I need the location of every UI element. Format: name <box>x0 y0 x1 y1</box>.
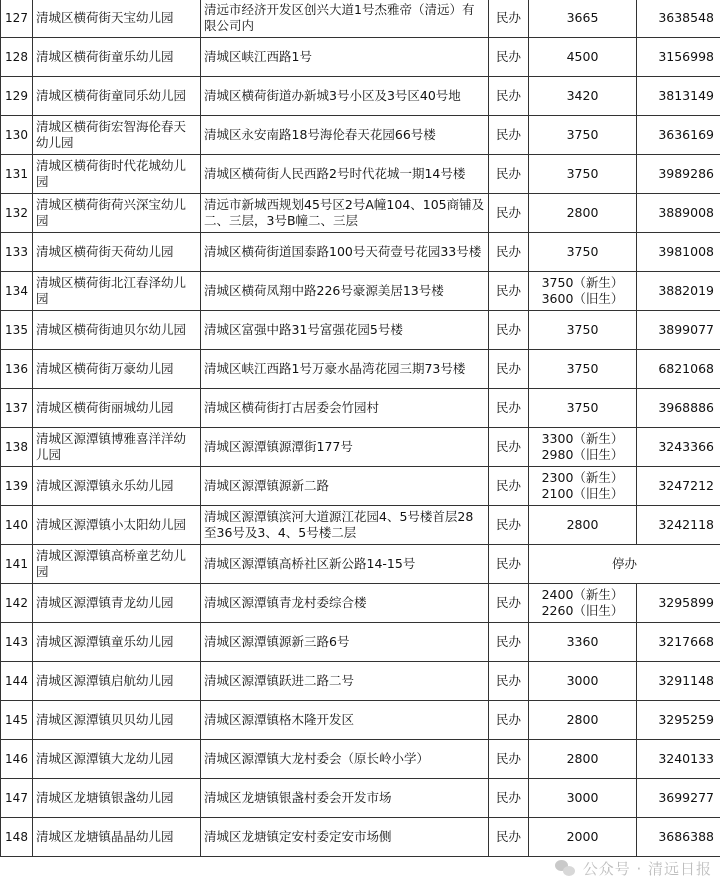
ownership-type-cell: 民办 <box>489 389 529 428</box>
fee-value: 2400（新生） <box>541 587 624 602</box>
address-cell: 清城区峡江西路1号 <box>201 38 489 77</box>
row-number-cell: 134 <box>1 272 33 311</box>
fee-value: 3665 <box>566 10 599 25</box>
fee-value: 2800 <box>566 205 599 220</box>
row-number-cell: 141 <box>1 545 33 584</box>
status-cell: 停办 <box>529 545 720 584</box>
watermark-text: 公众号 · 清远日报 <box>582 860 712 878</box>
table-row <box>1 623 720 662</box>
table-row <box>1 701 720 740</box>
fee-cell <box>529 116 637 155</box>
row-number-cell: 127 <box>1 0 33 38</box>
fee-cell <box>529 272 637 311</box>
fee-value: 2300（新生） <box>541 470 624 485</box>
address-cell: 清城区横荷凤翔中路226号豪源美居13号楼 <box>201 272 489 311</box>
kindergarten-name-cell: 清城区横荷街童同乐幼儿园 <box>33 77 201 116</box>
table-row <box>1 194 720 233</box>
ownership-type-cell: 民办 <box>489 545 529 584</box>
kindergarten-name-cell: 清城区横荷街丽城幼儿园 <box>33 389 201 428</box>
table-row <box>1 0 720 38</box>
fee-cell <box>529 506 637 545</box>
table-row <box>1 389 720 428</box>
fee-cell <box>529 701 637 740</box>
kindergarten-name-cell: 清城区源潭镇大龙幼儿园 <box>33 740 201 779</box>
kindergarten-name-cell: 清城区源潭镇童乐幼儿园 <box>33 623 201 662</box>
fee-value: 2800 <box>566 712 599 727</box>
row-number-cell: 143 <box>1 623 33 662</box>
table-row <box>1 272 720 311</box>
address-cell: 清城区源潭镇高桥社区新公路14-15号 <box>201 545 489 584</box>
fee-value: 3750 <box>566 127 599 142</box>
kindergarten-name-cell: 清城区源潭镇永乐幼儿园 <box>33 467 201 506</box>
table-row <box>1 350 720 389</box>
ownership-type-cell: 民办 <box>489 77 529 116</box>
ownership-type-cell: 民办 <box>489 311 529 350</box>
fee-cell <box>529 0 637 38</box>
phone-cell: 3295259 <box>637 701 720 740</box>
ownership-type-cell: 民办 <box>489 155 529 194</box>
ownership-type-cell: 民办 <box>489 38 529 77</box>
phone-cell: 3217668 <box>637 623 720 662</box>
fee-value: 3750 <box>566 400 599 415</box>
table-row <box>1 779 720 818</box>
row-number-cell: 145 <box>1 701 33 740</box>
table-row <box>1 662 720 701</box>
phone-cell: 3636169 <box>637 116 720 155</box>
fee-value: 3750 <box>566 322 599 337</box>
kindergarten-name-cell: 清城区源潭镇青龙幼儿园 <box>33 584 201 623</box>
kindergarten-name-cell: 清城区横荷街天宝幼儿园 <box>33 0 201 38</box>
row-number-cell: 147 <box>1 779 33 818</box>
table-row <box>1 116 720 155</box>
fee-value: 3750 <box>566 166 599 181</box>
fee-cell <box>529 467 637 506</box>
address-cell: 清城区源潭镇源潭街177号 <box>201 428 489 467</box>
kindergarten-name-cell: 清城区横荷街天荷幼儿园 <box>33 233 201 272</box>
table-row <box>1 506 720 545</box>
address-cell: 清城区富强中路31号富强花园5号楼 <box>201 311 489 350</box>
table-row <box>1 77 720 116</box>
kindergarten-name-cell: 清城区源潭镇启航幼儿园 <box>33 662 201 701</box>
row-number-cell: 146 <box>1 740 33 779</box>
ownership-type-cell: 民办 <box>489 0 529 38</box>
row-number-cell: 139 <box>1 467 33 506</box>
fee-cell <box>529 350 637 389</box>
ownership-type-cell: 民办 <box>489 740 529 779</box>
fee-cell <box>529 389 637 428</box>
table-row <box>1 545 720 584</box>
kindergarten-name-cell: 清城区源潭镇小太阳幼儿园 <box>33 506 201 545</box>
phone-cell: 3243366 <box>637 428 720 467</box>
ownership-type-cell: 民办 <box>489 584 529 623</box>
watermark <box>555 858 712 879</box>
table-row <box>1 155 720 194</box>
phone-cell: 3295899 <box>637 584 720 623</box>
row-number-cell: 140 <box>1 506 33 545</box>
address-cell: 清远市新城西规划45号区2号A幢104、105商铺及二、三层，3号B幢二、三层 <box>201 194 489 233</box>
fee-value: 2800 <box>566 751 599 766</box>
fee-value: 2000 <box>566 829 599 844</box>
ownership-type-cell: 民办 <box>489 350 529 389</box>
ownership-type-cell: 民办 <box>489 233 529 272</box>
address-cell: 清城区龙塘镇定安村委定安市场侧 <box>201 818 489 857</box>
phone-cell: 3638548 <box>637 0 720 38</box>
fee-cell <box>529 662 637 701</box>
phone-cell: 3156998 <box>637 38 720 77</box>
ownership-type-cell: 民办 <box>489 428 529 467</box>
phone-cell: 3242118 <box>637 506 720 545</box>
phone-cell: 3686388 <box>637 818 720 857</box>
fee-cell <box>529 740 637 779</box>
address-cell: 清城区源潭镇青龙村委综合楼 <box>201 584 489 623</box>
address-cell: 清城区峡江西路1号万豪水晶湾花园三期73号楼 <box>201 350 489 389</box>
table-body <box>1 0 720 857</box>
table-row <box>1 584 720 623</box>
wechat-icon <box>555 860 577 878</box>
kindergarten-name-cell: 清城区横荷街万豪幼儿园 <box>33 350 201 389</box>
fee-cell <box>529 818 637 857</box>
fee-value: 3750 <box>566 361 599 376</box>
row-number-cell: 129 <box>1 77 33 116</box>
row-number-cell: 138 <box>1 428 33 467</box>
table-row <box>1 38 720 77</box>
ownership-type-cell: 民办 <box>489 662 529 701</box>
fee-value: 3750（新生） <box>541 275 624 290</box>
ownership-type-cell: 民办 <box>489 701 529 740</box>
ownership-type-cell: 民办 <box>489 194 529 233</box>
fee-cell <box>529 779 637 818</box>
address-cell: 清城区横荷街道办新城3号小区及3号区40号地 <box>201 77 489 116</box>
address-cell: 清城区横荷街道国泰路100号天荷壹号花园33号楼 <box>201 233 489 272</box>
kindergarten-name-cell: 清城区源潭镇博雅喜洋洋幼儿园 <box>33 428 201 467</box>
address-cell: 清城区横荷街人民西路2号时代花城一期14号楼 <box>201 155 489 194</box>
fee-value: 3750 <box>566 244 599 259</box>
address-cell: 清城区永安南路18号海伦春天花园66号楼 <box>201 116 489 155</box>
phone-cell: 3889008 <box>637 194 720 233</box>
fee-cell <box>529 428 637 467</box>
kindergarten-name-cell: 清城区横荷街迪贝尔幼儿园 <box>33 311 201 350</box>
phone-cell: 3247212 <box>637 467 720 506</box>
row-number-cell: 132 <box>1 194 33 233</box>
fee-value: 3000 <box>566 790 599 805</box>
address-cell: 清城区横荷街打古居委会竹园村 <box>201 389 489 428</box>
kindergarten-name-cell: 清城区横荷街北江春泽幼儿园 <box>33 272 201 311</box>
address-cell: 清远市经济开发区创兴大道1号杰雅帝（清远）有限公司内 <box>201 0 489 38</box>
table-row <box>1 818 720 857</box>
ownership-type-cell: 民办 <box>489 623 529 662</box>
table-row <box>1 233 720 272</box>
ownership-type-cell: 民办 <box>489 779 529 818</box>
fee-value: 3600（旧生） <box>541 291 624 306</box>
fee-value: 3420 <box>566 88 599 103</box>
fee-value: 3360 <box>566 634 599 649</box>
table-row <box>1 467 720 506</box>
ownership-type-cell: 民办 <box>489 818 529 857</box>
phone-cell: 6821068 <box>637 350 720 389</box>
row-number-cell: 144 <box>1 662 33 701</box>
ownership-type-cell: 民办 <box>489 467 529 506</box>
fee-value: 2260（旧生） <box>541 603 624 618</box>
phone-cell: 3989286 <box>637 155 720 194</box>
fee-cell <box>529 584 637 623</box>
phone-cell: 3291148 <box>637 662 720 701</box>
address-cell: 清城区源潭镇跃进二路二号 <box>201 662 489 701</box>
fee-cell <box>529 311 637 350</box>
phone-cell: 3899077 <box>637 311 720 350</box>
table-row <box>1 740 720 779</box>
fee-value: 3000 <box>566 673 599 688</box>
table-row <box>1 428 720 467</box>
fee-cell <box>529 155 637 194</box>
ownership-type-cell: 民办 <box>489 506 529 545</box>
ownership-type-cell: 民办 <box>489 272 529 311</box>
kindergarten-name-cell: 清城区横荷街时代花城幼儿园 <box>33 155 201 194</box>
row-number-cell: 133 <box>1 233 33 272</box>
kindergarten-name-cell: 清城区龙塘镇银盏幼儿园 <box>33 779 201 818</box>
fee-cell <box>529 194 637 233</box>
row-number-cell: 135 <box>1 311 33 350</box>
table-row <box>1 311 720 350</box>
fee-value: 4500 <box>566 49 599 64</box>
address-cell: 清城区源潭镇滨河大道源江花园4、5号楼首层28至36号及3、4、5号楼二层 <box>201 506 489 545</box>
kindergarten-name-cell: 清城区横荷街童乐幼儿园 <box>33 38 201 77</box>
address-cell: 清城区源潭镇格木隆开发区 <box>201 701 489 740</box>
address-cell: 清城区源潭镇源新二路 <box>201 467 489 506</box>
address-cell: 清城区源潭镇大龙村委会（原长岭小学） <box>201 740 489 779</box>
kindergarten-name-cell: 清城区横荷街宏智海伦春天幼儿园 <box>33 116 201 155</box>
row-number-cell: 137 <box>1 389 33 428</box>
fee-cell <box>529 38 637 77</box>
kindergarten-name-cell: 清城区横荷街荷兴深宝幼儿园 <box>33 194 201 233</box>
fee-value: 2980（旧生） <box>541 447 624 462</box>
row-number-cell: 131 <box>1 155 33 194</box>
fee-value: 2800 <box>566 517 599 532</box>
ownership-type-cell: 民办 <box>489 116 529 155</box>
phone-cell: 3813149 <box>637 77 720 116</box>
phone-cell: 3699277 <box>637 779 720 818</box>
address-cell: 清城区龙塘镇银盏村委会开发市场 <box>201 779 489 818</box>
row-number-cell: 148 <box>1 818 33 857</box>
phone-cell: 3968886 <box>637 389 720 428</box>
row-number-cell: 142 <box>1 584 33 623</box>
row-number-cell: 130 <box>1 116 33 155</box>
kindergarten-name-cell: 清城区龙塘镇晶晶幼儿园 <box>33 818 201 857</box>
fee-value: 3300（新生） <box>541 431 624 446</box>
phone-cell: 3240133 <box>637 740 720 779</box>
fee-value: 2100（旧生） <box>541 486 624 501</box>
phone-cell: 3882019 <box>637 272 720 311</box>
row-number-cell: 128 <box>1 38 33 77</box>
row-number-cell: 136 <box>1 350 33 389</box>
fee-cell <box>529 233 637 272</box>
fee-cell <box>529 623 637 662</box>
fee-cell <box>529 77 637 116</box>
kindergarten-name-cell: 清城区源潭镇贝贝幼儿园 <box>33 701 201 740</box>
phone-cell: 3981008 <box>637 233 720 272</box>
kindergarten-name-cell: 清城区源潭镇高桥童艺幼儿园 <box>33 545 201 584</box>
address-cell: 清城区源潭镇源新三路6号 <box>201 623 489 662</box>
